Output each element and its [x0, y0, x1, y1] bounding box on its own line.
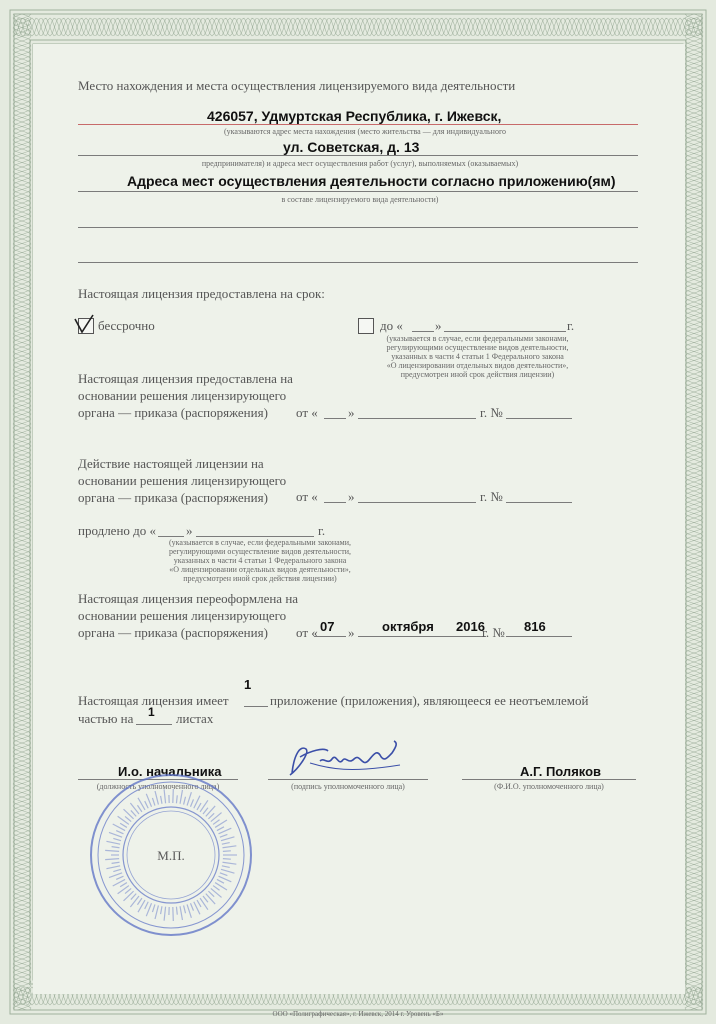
reissued-from-prefix: от «	[296, 625, 318, 640]
appendix-count: 1	[244, 677, 252, 692]
extended-quote: »	[186, 523, 193, 538]
blank-line-2	[78, 262, 638, 263]
appendix-text-2a: частью на	[78, 711, 134, 726]
until-month-line	[444, 331, 566, 332]
basis-action-text: Действие настоящей лицензии на основании решения лицензирующего органа — приказа (распоряжения)	[78, 456, 287, 505]
granted-quote: »	[348, 405, 355, 420]
signature-scribble	[280, 735, 420, 785]
granted-no-line	[506, 418, 572, 419]
appendix-sheets-line	[136, 724, 172, 725]
until-quote: »	[435, 318, 442, 333]
extended-year-suffix: г.	[318, 523, 326, 538]
appendix-text-2b: листах	[176, 711, 214, 726]
action-day-line	[324, 502, 346, 503]
official-seal-stamp	[86, 770, 256, 940]
appendix-count-line	[244, 706, 268, 707]
appendix-text-1a: Настоящая лицензия имеет	[78, 693, 229, 708]
reissued-quote: »	[348, 625, 355, 640]
position-hint: (должность уполномоченного лица)	[96, 782, 220, 791]
extended-hint: (указывается в случае, если федеральными законами, регулирующими осуществление видов деятельности, указанных в части 4 статьи 1 Федерального закона «О лицензировании отдельных видов деятельности», предусмотрен иной срок действия лицензии)	[168, 538, 352, 583]
reissued-no-line	[506, 636, 572, 637]
name-value: А.Г. Поляков	[520, 764, 602, 779]
indefinite-label: бессрочно	[98, 318, 155, 333]
blank-line-1	[78, 227, 638, 228]
reissued-g-no: г. №	[482, 625, 505, 640]
reissued-day: 07	[320, 619, 335, 634]
basis-granted-text: Настоящая лицензия предоставлена на основании решения лицензирующего органа — приказа (распоряжения)	[78, 371, 293, 420]
reissued-month-line	[358, 636, 486, 637]
extended-prefix: продлено до «	[78, 523, 157, 538]
granted-g-no: г. №	[480, 405, 503, 420]
until-hint: (указывается в случае, если федеральными законами, регулирующими осуществление видов деятельности, указанных в части 4 статьи 1 Федерального закона «О лицензировании отдельных видов деятельности», предусмотрен иной срок действия лицензии)	[386, 334, 569, 379]
action-quote: »	[348, 489, 355, 504]
appendix-sheets: 1	[148, 705, 155, 719]
action-g-no: г. №	[480, 489, 503, 504]
mp-label: М.П.	[157, 848, 185, 863]
appendix-text-1b: приложение (приложения), являющееся ее неотъемлемой	[270, 693, 589, 708]
address-line-2	[78, 155, 638, 156]
sign-hint: (подпись уполномоченного лица)	[291, 782, 405, 791]
granted-month-line	[358, 418, 476, 419]
until-year-suffix: г.	[567, 318, 575, 333]
name-hint: (Ф.И.О. уполномоченного лица)	[494, 782, 604, 791]
until-prefix: до «	[380, 318, 403, 333]
address-hint-1: (указываются адрес места нахождения (место жительства — для индивидуального	[223, 127, 507, 136]
granted-from-prefix: от «	[296, 405, 318, 420]
extended-day-line	[158, 536, 184, 537]
indefinite-checkbox[interactable]	[78, 318, 94, 334]
extended-month-line	[196, 536, 314, 537]
position-value: И.о. начальника	[118, 764, 222, 779]
printer-footer: ООО «Полиграфическая», г. Ижевск, 2014 г. Уровень «Б»	[272, 1010, 444, 1018]
name-line	[462, 779, 636, 780]
place-title: Место нахождения и места осуществления лицензируемого вида деятельности	[78, 78, 516, 93]
term-title: Настоящая лицензия предоставлена на срок:	[78, 286, 325, 301]
address-line-3	[78, 191, 638, 192]
address-line-1	[78, 124, 638, 125]
action-from-prefix: от «	[296, 489, 318, 504]
action-no-line	[506, 502, 572, 503]
until-day-line	[412, 331, 434, 332]
reissued-order-no: 816	[524, 619, 546, 634]
reissued-year: 2016	[456, 619, 485, 634]
granted-day-line	[324, 418, 346, 419]
address-hint-2: предпринимателя) и адреса мест осуществления работ (услуг), выполняемых (оказываемых)	[201, 159, 519, 168]
action-month-line	[358, 502, 476, 503]
until-checkbox[interactable]	[358, 318, 374, 334]
address-hint-3: в составе лицензируемого вида деятельности)	[281, 195, 439, 204]
reissued-month: октября	[382, 619, 434, 634]
address-value-3: Адреса мест осуществления деятельности согласно приложению(ям)	[127, 173, 616, 189]
checkmark-icon	[73, 313, 97, 335]
address-value-1: 426057, Удмуртская Республика, г. Ижевск,	[207, 108, 502, 124]
address-value-2: ул. Советская, д. 13	[283, 139, 420, 155]
reissued-day-line	[314, 636, 346, 637]
reissued-text: Настоящая лицензия переоформлена на основании решения лицензирующего органа — приказа (распоряжения)	[78, 591, 299, 640]
